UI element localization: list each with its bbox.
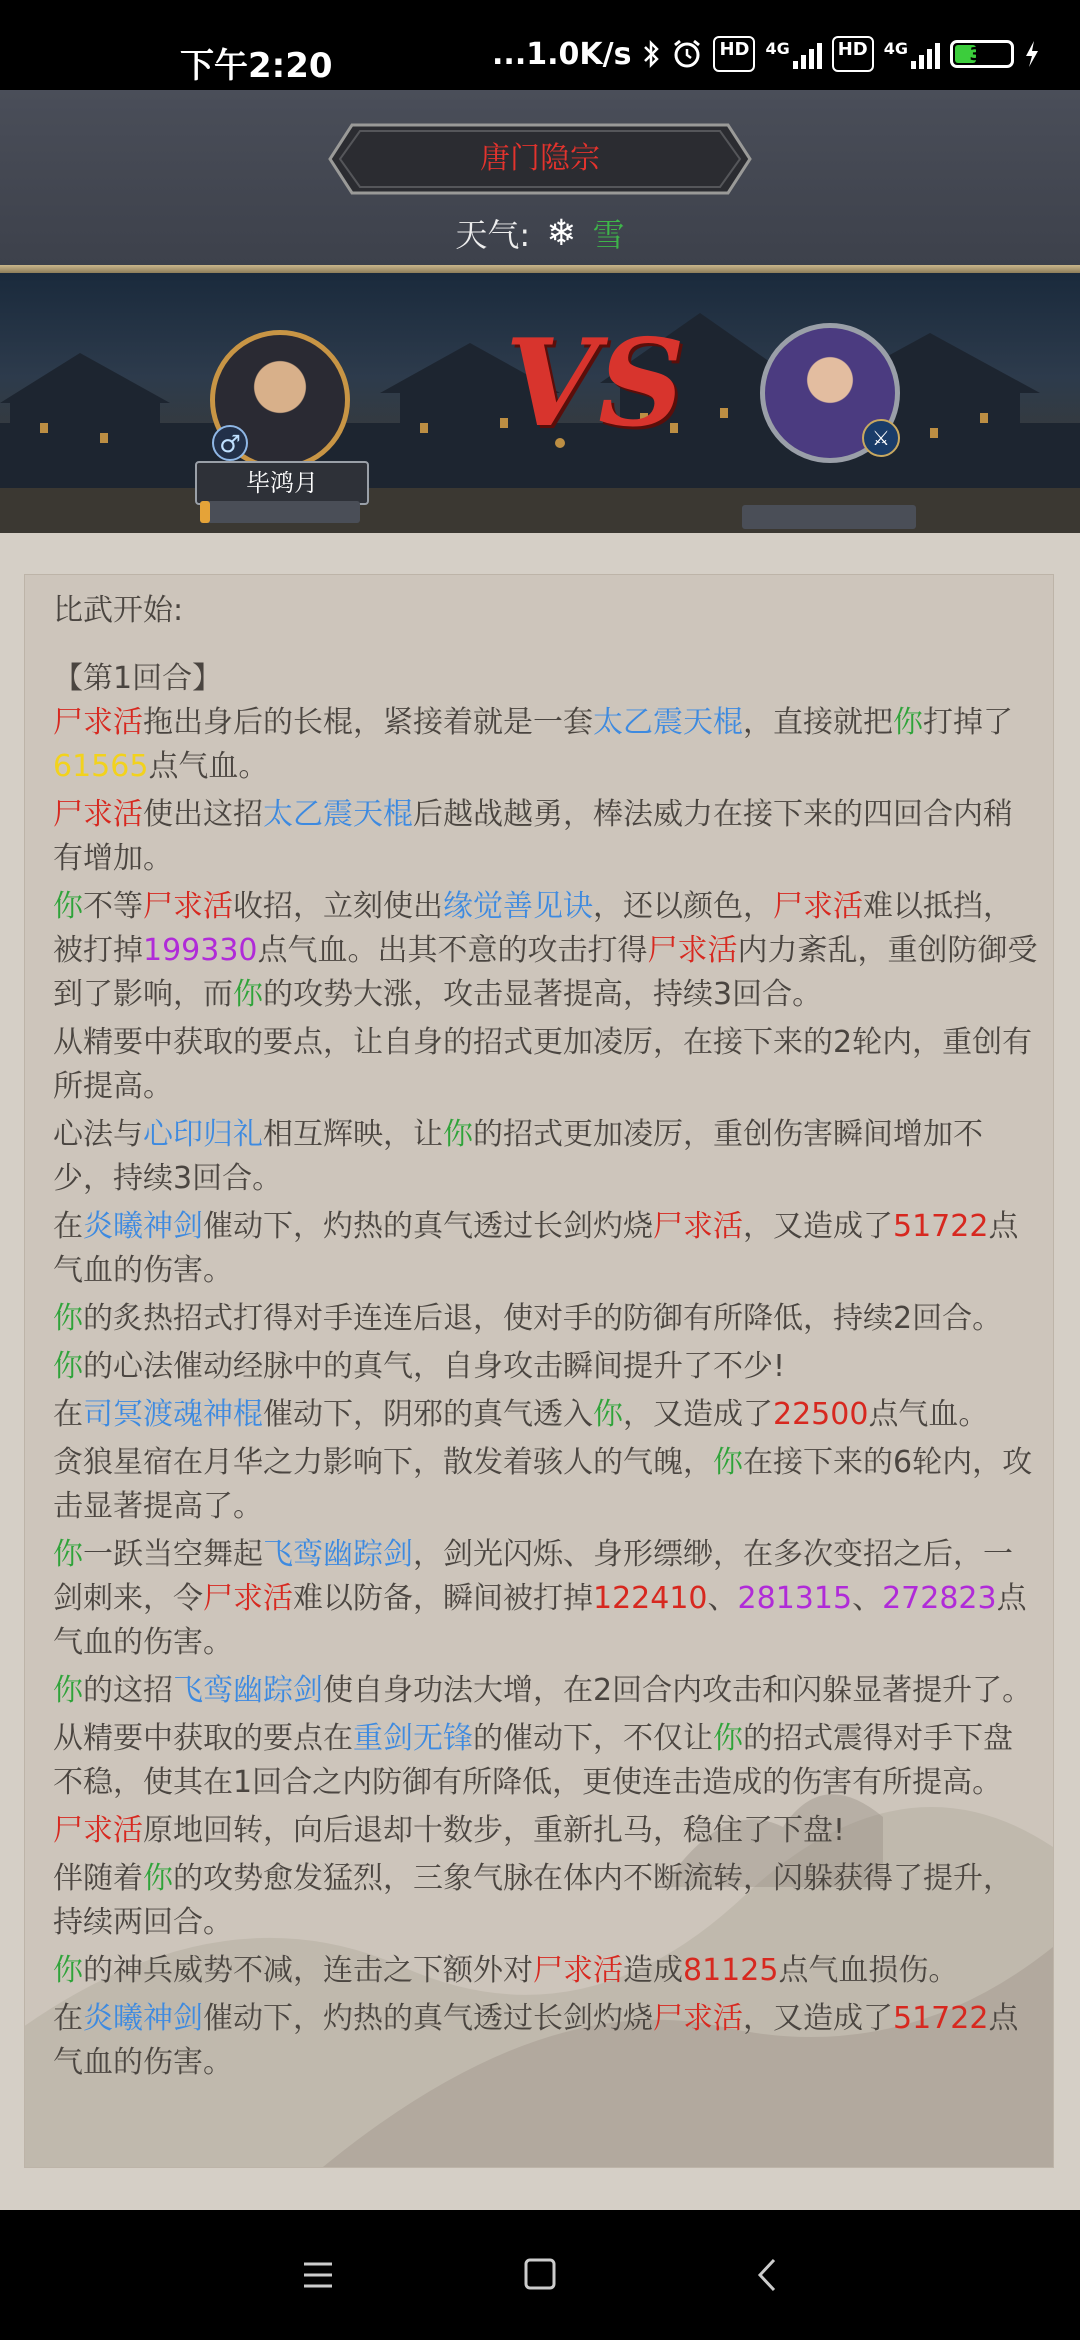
log-segment: 尸求活 (533, 1953, 623, 1988)
weather-row (0, 210, 1080, 256)
log-segment: 在 (53, 1397, 83, 1432)
log-segment: 尸求活 (53, 1813, 143, 1848)
charging-icon (1024, 39, 1040, 69)
player1-bar (200, 501, 360, 523)
game-header (0, 90, 1080, 265)
log-segment: 的神兵威势不减，连击之下额外对 (83, 1953, 533, 1988)
menu-icon[interactable] (288, 2250, 348, 2300)
battle-log (53, 575, 1038, 2089)
back-icon[interactable] (738, 2250, 798, 2300)
log-segment: 难以抵挡，被打掉 (53, 889, 1013, 968)
log-segment: 的炙热招式打得对手连连后退，使对手的防御有所降低，持续2回合。 (83, 1301, 1003, 1336)
log-segment: ，直接就把 (743, 705, 893, 740)
log-segment: 你 (233, 977, 263, 1012)
net-speed: ...1.0K/s (492, 36, 632, 72)
log-segment: 你 (53, 1537, 83, 1572)
log-segment: 199330 (143, 933, 258, 968)
log-segment: 的招式震得对手下盘不稳，使其在1回合之内防御有所降低，更使连击造成的伤害有所提高。 (53, 1721, 1013, 1800)
male-icon: ♂ (212, 425, 248, 461)
log-entry (53, 1393, 1038, 1437)
log-segment: 点气血的伤害。 (53, 2001, 1019, 2080)
header-divider (0, 265, 1080, 273)
log-segment: 你 (53, 1673, 83, 1708)
log-segment: 你 (713, 1721, 743, 1756)
log-segment: 的攻势愈发猛烈，三象气脉在体内不断流转，闪躲获得了提升，持续两回合。 (53, 1861, 1013, 1940)
round-header: 【第1回合】 (53, 661, 223, 696)
log-segment: 点气血的伤害。 (53, 1209, 1019, 1288)
log-segment: ，又造成了 (743, 1209, 893, 1244)
log-segment: 使自身功法大增，在2回合内攻击和闪躲显著提升了。 (323, 1673, 1033, 1708)
log-segment: 造成 (623, 1953, 683, 1988)
log-entry (53, 701, 1038, 789)
log-segment: 你 (443, 1117, 473, 1152)
log-entry (53, 1533, 1038, 1665)
log-segment: 281315 (737, 1581, 853, 1616)
log-entry (53, 1997, 1038, 2085)
log-segment: 重剑无锋 (353, 1721, 473, 1756)
log-segment: 从精要中获取的要点，让自身的招式更加凌厉，在接下来的2轮内，重创有所提高。 (53, 1025, 1033, 1104)
log-segment: ，又造成了 (623, 1397, 773, 1432)
log-segment: 点气血损伤。 (778, 1953, 959, 1988)
log-segment: 内力紊乱，重创防御受到了影响，而 (53, 933, 1038, 1012)
status-icons (492, 36, 1040, 72)
log-segment: 后越战越勇，棒法威力在接下来的四回合内稍有增加。 (53, 797, 1013, 876)
log-segment: 你 (713, 1445, 743, 1480)
log-segment: 尸求活 (203, 1581, 293, 1616)
log-segment: 你 (53, 1349, 83, 1384)
log-segment: 尸求活 (653, 1209, 743, 1244)
log-segment: 缘觉善见诀 (443, 889, 593, 924)
log-entry (53, 1857, 1038, 1945)
log-segment: 太乙震天棍 (263, 797, 413, 832)
log-segment: 心印归礼 (143, 1117, 263, 1152)
battle-log-panel[interactable] (24, 574, 1054, 2168)
log-segment: 太乙震天棍 (593, 705, 743, 740)
log-entry (53, 1441, 1038, 1529)
log-entries (53, 701, 1038, 2085)
player2-bar (742, 505, 916, 529)
log-segment: 催动下，灼热的真气透过长剑灼烧 (203, 1209, 653, 1244)
log-segment: 伴随着 (53, 1861, 143, 1896)
log-segment: 61565 (53, 749, 149, 784)
log-entry (53, 1113, 1038, 1201)
status-bar (0, 0, 1080, 90)
log-segment: 原地回转，向后退却十数步，重新扎马，稳住了下盘! (143, 1813, 846, 1848)
snowflake-icon: ❄ (546, 212, 577, 254)
log-segment: 飞鸾幽踪剑 (173, 1673, 323, 1708)
log-segment: 催动下，阴邪的真气透入 (263, 1397, 593, 1432)
home-icon[interactable] (510, 2250, 570, 2300)
log-segment: 你 (53, 1953, 83, 1988)
log-segment: 22500 (773, 1397, 869, 1432)
alarm-icon (671, 39, 703, 69)
log-entry (53, 1205, 1038, 1293)
log-entry (53, 793, 1038, 881)
log-segment: 打掉了 (923, 705, 1013, 740)
log-segment: 尸求活 (647, 933, 738, 968)
log-segment: 在 (53, 2001, 83, 2036)
log-segment: 从精要中获取的要点在 (53, 1721, 353, 1756)
log-entry (53, 1949, 1038, 1993)
log-segment: 尸求活 (773, 889, 863, 924)
log-start: 比武开始: (53, 593, 184, 628)
log-entry (53, 1345, 1038, 1389)
player1-name: 毕鸿月 (195, 461, 369, 505)
log-segment: 相互辉映，让 (263, 1117, 443, 1152)
log-segment: 51722 (893, 2001, 989, 2036)
log-segment: 的招式更加凌厉，重创伤害瞬间增加不少，持续3回合。 (53, 1117, 983, 1196)
log-segment: 你 (53, 1301, 83, 1336)
log-segment: 炎曦神剑 (83, 2001, 203, 2036)
battery-level: 37 (969, 43, 995, 65)
weather-label: 天气: (455, 216, 531, 254)
log-segment: 51722 (893, 1209, 989, 1244)
log-segment: 在 (53, 1209, 83, 1244)
log-segment: 的这招 (83, 1673, 173, 1708)
network-type: 4G (883, 39, 908, 58)
signal-icon (884, 39, 940, 69)
log-segment: 一跃当空舞起 (83, 1537, 263, 1572)
log-segment: 点气血的伤害。 (53, 1581, 1027, 1660)
log-segment: 心法与 (53, 1117, 143, 1152)
hd-badge: HD (832, 36, 874, 72)
status-time: 下午2:20 (180, 46, 333, 86)
log-segment: 收招，立刻使出 (233, 889, 443, 924)
signal-icon (765, 39, 821, 69)
log-entry (53, 1297, 1038, 1341)
log-segment: 的攻势大涨，攻击显著提高，持续3回合。 (263, 977, 823, 1012)
log-segment: 你 (143, 1861, 173, 1896)
log-segment: 尸求活 (143, 889, 233, 924)
log-entry (53, 1021, 1038, 1109)
log-segment: 催动下，灼热的真气透过长剑灼烧 (203, 2001, 653, 2036)
log-segment: ，又造成了 (743, 2001, 893, 2036)
log-segment: 点气血。 (148, 749, 269, 784)
log-segment: 、 (852, 1581, 883, 1616)
hd-badge: HD (713, 36, 755, 72)
log-segment: 你 (53, 889, 83, 924)
log-segment: 在接下来的6轮内，攻击显著提高了。 (53, 1445, 1033, 1524)
sword-badge-icon: ⚔ (862, 419, 900, 457)
log-segment: 尸求活 (53, 705, 143, 740)
log-segment: 尸求活 (53, 797, 143, 832)
log-segment: 122410 (593, 1581, 708, 1616)
log-segment: 难以防备，瞬间被打掉 (293, 1581, 593, 1616)
log-segment: 点气血。 (868, 1397, 989, 1432)
sect-title: 唐门隐宗 (480, 141, 600, 176)
log-segment: 81125 (683, 1953, 779, 1988)
log-segment: 的心法催动经脉中的真气，自身攻击瞬间提升了不少! (83, 1349, 786, 1384)
log-segment: ，还以颜色， (593, 889, 773, 924)
log-segment: ，剑光闪烁、身形缥缈，在多次变招之后，一剑刺来，令 (53, 1537, 1013, 1616)
battery-icon (950, 40, 1014, 68)
log-segment: 你 (893, 705, 923, 740)
log-segment: 、 (707, 1581, 738, 1616)
network-type: 4G (765, 39, 790, 58)
log-segment: 司冥渡魂神棍 (83, 1397, 263, 1432)
log-entry (53, 1809, 1038, 1853)
log-entry (53, 1717, 1038, 1805)
player1-bar-fill (200, 501, 210, 523)
battle-scene (0, 273, 1080, 533)
weather-value: 雪 (592, 216, 625, 254)
log-entry (53, 1669, 1038, 1713)
bluetooth-icon (641, 39, 661, 69)
log-segment: 拖出身后的长棍，紧接着就是一套 (143, 705, 593, 740)
log-entry (53, 885, 1038, 1017)
navigation-bar (0, 2210, 1080, 2340)
log-segment: 272823 (882, 1581, 997, 1616)
log-segment: 的催动下，不仅让 (473, 1721, 713, 1756)
log-segment: 飞鸾幽踪剑 (263, 1537, 413, 1572)
log-segment: 炎曦神剑 (83, 1209, 203, 1244)
log-segment: 点气血。出其不意的攻击打得 (257, 933, 648, 968)
title-banner (328, 123, 752, 195)
log-segment: 不等 (83, 889, 143, 924)
log-segment: 使出这招 (143, 797, 263, 832)
log-segment: 贪狼星宿在月华之力影响下，散发着骇人的气魄， (53, 1445, 713, 1480)
log-segment: 你 (593, 1397, 623, 1432)
vs-emblem: VS (505, 313, 685, 454)
log-segment: 尸求活 (653, 2001, 743, 2036)
